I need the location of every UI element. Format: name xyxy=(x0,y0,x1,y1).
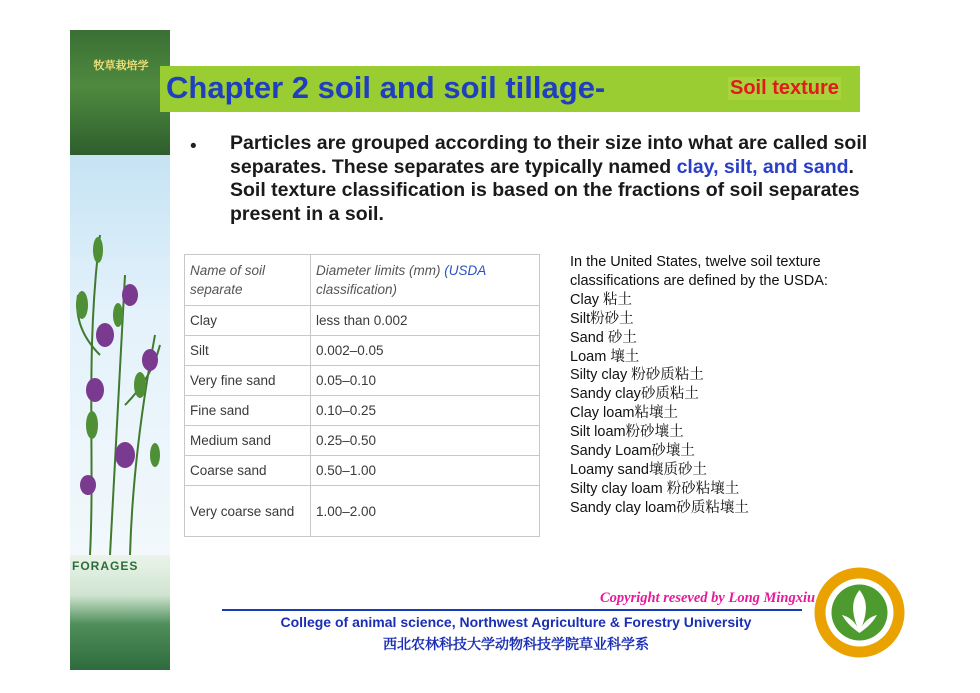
item-en: Loamy sand xyxy=(570,461,649,478)
cell-name: Clay xyxy=(185,306,311,336)
list-item xyxy=(570,385,870,404)
textbook-logo-text: 牧草栽培学 xyxy=(93,60,149,72)
textbook-cover-thumbnail xyxy=(70,30,170,155)
forages-book-cover xyxy=(70,555,170,670)
item-en: Silt loam xyxy=(570,424,626,441)
paragraph-text-2: . Soil texture classification is based on the fractions of soil separates present in a soil. xyxy=(230,155,860,225)
list-item xyxy=(570,291,870,310)
item-en: Silty clay xyxy=(570,367,632,384)
cell-name: Very fine sand xyxy=(185,366,311,396)
item-cn: 砂质粘壤土 xyxy=(676,499,749,516)
item-en: Silt xyxy=(570,310,591,327)
item-en: Clay loam xyxy=(570,405,635,422)
classification-list xyxy=(570,253,870,518)
classification-intro: In the United States, twelve soil texture classifications are defined by the USDA: xyxy=(570,254,828,289)
list-item xyxy=(570,461,870,480)
cell-diameter: 0.10–0.25 xyxy=(311,396,540,426)
cell-name: Medium sand xyxy=(185,426,311,456)
university-seal-logo xyxy=(812,565,907,660)
list-item xyxy=(570,404,870,423)
list-item xyxy=(570,499,870,518)
cell-name: Coarse sand xyxy=(185,456,311,486)
cell-name: Fine sand xyxy=(185,396,311,426)
book-title: FORAGES xyxy=(72,559,139,573)
list-item xyxy=(570,423,870,442)
table-row xyxy=(185,456,540,486)
item-en: Sandy clay xyxy=(570,386,641,403)
item-cn: 粘壤土 xyxy=(634,405,678,422)
list-item xyxy=(570,348,870,367)
table-header-row xyxy=(185,255,540,306)
slide-subtitle: Soil texture xyxy=(730,77,839,99)
item-cn: 粉砂粘壤土 xyxy=(666,480,740,497)
item-en: Sandy clay loam xyxy=(570,499,677,516)
alfalfa-plant-illustration xyxy=(70,155,170,555)
item-cn: 粉砂土 xyxy=(590,310,634,327)
list-item xyxy=(570,366,870,385)
item-cn: 砂质粘土 xyxy=(640,386,699,403)
paragraph-highlight: clay, silt, and sand xyxy=(676,155,849,178)
soil-separates-table xyxy=(184,254,540,537)
header-diameter xyxy=(311,255,540,306)
footer-college-cn: 西北农林科技大学动物科技学院草业科学系 xyxy=(383,637,649,653)
cell-diameter: 0.25–0.50 xyxy=(311,426,540,456)
bullet-marker: • xyxy=(190,136,197,157)
footer-college-en: College of animal science, Northwest Agriculture & Forestry University xyxy=(280,614,752,630)
item-cn: 壤质砂土 xyxy=(649,461,707,478)
list-item xyxy=(570,480,870,499)
header-usda: (USDA xyxy=(444,263,487,278)
list-item xyxy=(570,310,870,329)
cell-diameter: 0.05–0.10 xyxy=(311,366,540,396)
slide-title: Chapter 2 soil and soil tillage- xyxy=(166,70,606,105)
item-en: Sandy Loam xyxy=(570,443,652,460)
cell-name: Very coarse sand xyxy=(185,486,311,537)
copyright-notice: Copyright reseved by Long Mingxiu xyxy=(600,590,816,606)
item-en: Loam xyxy=(570,348,611,365)
cell-diameter: less than 0.002 xyxy=(311,306,540,336)
intro-paragraph xyxy=(230,132,880,226)
header-name: Name of soil separate xyxy=(185,255,311,306)
item-en: Sand xyxy=(570,329,608,346)
table-row xyxy=(185,306,540,336)
decorative-sidebar xyxy=(70,30,170,670)
table-row xyxy=(185,426,540,456)
item-cn: 粉砂质粘土 xyxy=(631,367,704,384)
item-cn: 砂壤土 xyxy=(651,443,695,460)
item-cn: 砂土 xyxy=(607,329,637,346)
item-en: Clay xyxy=(570,291,604,308)
item-cn: 壤土 xyxy=(610,348,640,365)
table-row xyxy=(185,396,540,426)
list-item xyxy=(570,329,870,348)
header-diameter-label: Diameter limits (mm) xyxy=(316,263,445,278)
cell-name: Silt xyxy=(185,336,311,366)
list-item xyxy=(570,442,870,461)
cell-diameter: 0.50–1.00 xyxy=(311,456,540,486)
item-en: Silty clay loam xyxy=(570,480,667,497)
item-cn: 粘土 xyxy=(603,291,633,308)
footer-divider xyxy=(222,609,802,611)
table-row xyxy=(185,336,540,366)
title-bar xyxy=(160,66,860,112)
cell-diameter: 1.00–2.00 xyxy=(311,486,540,537)
paragraph-text-1: Particles are grouped according to their size into what are called soil separates. These separates are typically named xyxy=(230,132,868,178)
cell-diameter: 0.002–0.05 xyxy=(311,336,540,366)
item-cn: 粉砂壤土 xyxy=(625,424,684,441)
table-row xyxy=(185,366,540,396)
table-row xyxy=(185,486,540,537)
header-classification: classification) xyxy=(316,282,398,297)
